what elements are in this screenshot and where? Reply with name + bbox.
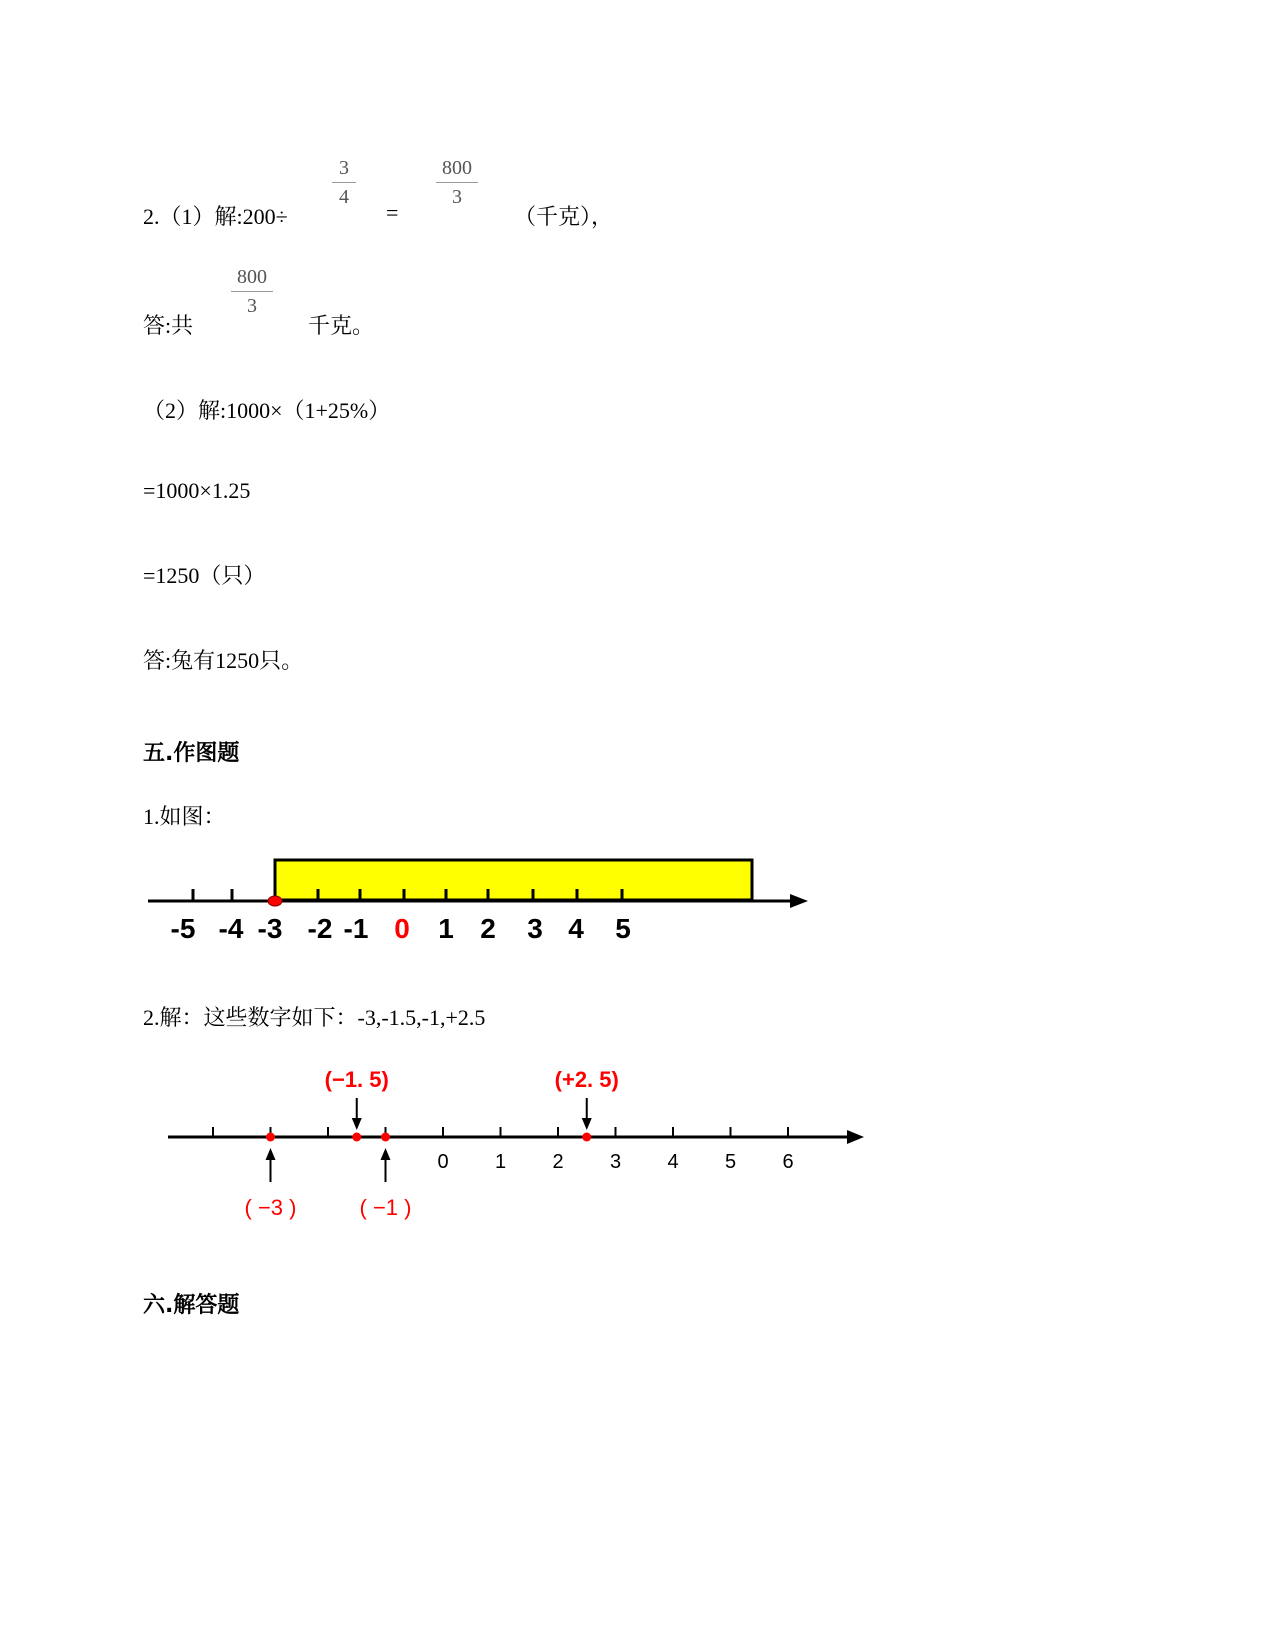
fraction-numerator: 800 bbox=[237, 266, 267, 288]
q2-part1-answer-prefix: 答:共 bbox=[143, 313, 194, 338]
fraction-three-quarters bbox=[332, 158, 356, 207]
tick-label: 3 bbox=[527, 913, 543, 944]
answer-fraction-800-over-3 bbox=[231, 267, 273, 316]
tick-label: 4 bbox=[568, 913, 584, 944]
equals-sign: = bbox=[386, 200, 399, 225]
tick-label: 0 bbox=[437, 1151, 449, 1173]
q2-part2-answer: 答:兔有1250只。 bbox=[143, 648, 304, 673]
tick-label: 5 bbox=[615, 913, 631, 944]
number-line-2-points bbox=[244, 1067, 622, 1220]
number-line-2 bbox=[0, 1060, 880, 1240]
q2-part1-answer-suffix: 千克。 bbox=[308, 313, 375, 338]
tick-label: 6 bbox=[782, 1151, 794, 1173]
tick-label: 1 bbox=[438, 913, 454, 944]
point-label: ( −3 ) bbox=[244, 1195, 297, 1220]
tick-label: 5 bbox=[724, 1151, 737, 1173]
point-marker bbox=[352, 1133, 361, 1142]
tick-label: -4 bbox=[218, 913, 244, 944]
fraction-bar bbox=[332, 182, 356, 183]
arrow-up-icon bbox=[381, 1148, 391, 1160]
number-line-2-labels bbox=[437, 1151, 793, 1173]
fraction-denominator: 3 bbox=[247, 295, 257, 317]
arrow-down-icon bbox=[352, 1118, 362, 1130]
point-marker bbox=[266, 1133, 275, 1142]
section5-heading: 五.作图题 bbox=[143, 741, 240, 766]
fraction-bar bbox=[231, 291, 273, 292]
q2-part1-prefix: 2.（1）解:200÷ bbox=[143, 204, 288, 229]
arrow-down-icon bbox=[582, 1118, 592, 1130]
tick-label: 3 bbox=[609, 1151, 622, 1173]
point-marker bbox=[582, 1133, 591, 1142]
tick-label: 2 bbox=[552, 1151, 564, 1173]
tick-label: -1 bbox=[343, 913, 369, 944]
q2-part1-unit: （千克）， bbox=[514, 204, 614, 229]
section5-q1-label: 1.如图： bbox=[143, 804, 226, 829]
start-point-marker bbox=[268, 896, 282, 906]
tick-label: -5 bbox=[170, 913, 196, 944]
fraction-800-over-3 bbox=[436, 158, 478, 207]
section6-heading: 六.解答题 bbox=[143, 1293, 240, 1318]
q2-part2-line3: =1250（只） bbox=[143, 563, 266, 588]
point-label: (−1. 5) bbox=[324, 1067, 389, 1092]
point-marker bbox=[381, 1133, 390, 1142]
shaded-region bbox=[275, 860, 752, 900]
point-label: (+2. 5) bbox=[554, 1067, 619, 1092]
number-line-1 bbox=[0, 840, 840, 960]
tick-label: 4 bbox=[667, 1151, 679, 1173]
tick-label: 0 bbox=[394, 913, 410, 944]
q2-part2-line1: （2）解:1000×（1+25%） bbox=[143, 398, 391, 423]
tick-label: -2 bbox=[307, 913, 333, 944]
fraction-bar bbox=[436, 182, 478, 183]
q2-part2-line2: =1000×1.25 bbox=[143, 478, 251, 503]
fraction-denominator: 3 bbox=[452, 186, 462, 208]
fraction-numerator: 800 bbox=[442, 157, 472, 179]
fraction-numerator: 3 bbox=[339, 157, 349, 179]
tick-label: -3 bbox=[257, 913, 283, 944]
axis-arrow-icon bbox=[790, 894, 808, 908]
point-label: ( −1 ) bbox=[359, 1195, 412, 1220]
number-line-1-labels bbox=[171, 913, 631, 944]
tick-label: 1 bbox=[494, 1151, 507, 1173]
arrow-up-icon bbox=[266, 1148, 276, 1160]
axis-arrow-icon bbox=[847, 1130, 864, 1144]
fraction-denominator: 4 bbox=[339, 186, 349, 208]
section5-q2-label: 2.解：这些数字如下：-3,-1.5,-1,+2.5 bbox=[143, 1005, 486, 1030]
tick-label: 2 bbox=[480, 913, 496, 944]
